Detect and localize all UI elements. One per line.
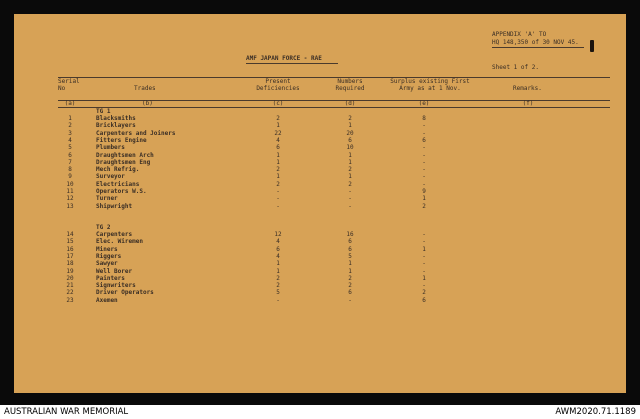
surplus-value: - [422, 173, 426, 181]
trade-name: Draughtsmen Eng [96, 158, 151, 166]
present-deficiency: 2 [276, 115, 280, 122]
serial-number: 16 [66, 245, 74, 253]
numbers-required: 1 [348, 122, 352, 130]
present-deficiency: 2 [276, 282, 280, 290]
col-letter-c: (c) [272, 100, 284, 107]
surplus-value: - [422, 180, 426, 188]
present-deficiency: 12 [274, 231, 282, 238]
present-deficiency: - [276, 296, 280, 304]
trade-name: Turner [96, 195, 118, 203]
trade-name: Driver Operators [96, 289, 154, 297]
serial-number: 23 [66, 296, 74, 304]
header-remarks: Remarks. [513, 85, 542, 92]
serial-number: 11 [66, 188, 74, 195]
numbers-required: 2 [348, 115, 352, 122]
trade-name: Carpenters [96, 231, 133, 238]
numbers-required: 2 [348, 180, 352, 188]
header-serial: Serial No [58, 78, 80, 93]
col-letter-a: (a) [64, 100, 76, 107]
trade-name: Elec. Wiremen [96, 238, 143, 246]
serial-number: 21 [66, 282, 74, 290]
numbers-required: 5 [348, 252, 352, 260]
footer-catalogue-number: AWM2020.71.1189 [555, 407, 636, 417]
footer-bar [0, 405, 640, 419]
serial-number: 19 [66, 267, 74, 275]
trade-name: Bricklayers [96, 122, 136, 130]
trade-name: Axemen [96, 296, 118, 304]
numbers-required: 1 [348, 267, 352, 275]
surplus-value: 2 [422, 289, 426, 297]
trade-name: Electricians [96, 180, 140, 188]
appendix-line-1: APPENDIX 'A' TO [492, 31, 547, 38]
header-surplus: Surplus existing First Army as at 1 Nov. [390, 78, 470, 93]
numbers-required: 1 [348, 260, 352, 268]
present-deficiency: 1 [276, 267, 280, 275]
trade-name: Mech Refrig. [96, 166, 140, 174]
present-deficiency: 1 [276, 260, 280, 268]
trade-name: Plumbers [96, 144, 125, 152]
trade-name: Fitters Engine [96, 136, 147, 144]
serial-number: 4 [68, 136, 72, 144]
trade-name: Painters [96, 274, 125, 282]
ink-mark [590, 40, 594, 52]
numbers-required: 6 [348, 136, 352, 144]
surplus-value: - [422, 122, 426, 130]
surplus-value: 1 [422, 195, 426, 203]
numbers-required: 6 [348, 245, 352, 253]
surplus-value: - [422, 158, 426, 166]
present-deficiency: 1 [276, 158, 280, 166]
surplus-value: 9 [422, 188, 426, 195]
footer-source: AUSTRALIAN WAR MEMORIAL [4, 407, 129, 417]
surplus-value: - [422, 151, 426, 159]
present-deficiency: 4 [276, 238, 280, 246]
group-label: TG 1 [96, 108, 111, 115]
surplus-value: - [422, 260, 426, 268]
serial-number: 15 [66, 238, 74, 246]
numbers-required: 16 [346, 231, 354, 238]
present-deficiency: 4 [276, 136, 280, 144]
present-deficiency: 4 [276, 252, 280, 260]
present-deficiency: - [276, 188, 280, 195]
numbers-required: 2 [348, 274, 352, 282]
present-deficiency: 1 [276, 173, 280, 181]
trade-name: Miners [96, 245, 118, 253]
trade-name: Well Borer [96, 267, 133, 275]
trade-name: Carpenters and Joiners [96, 129, 176, 137]
numbers-required: 10 [346, 144, 354, 152]
trade-name: Draughtsmen Arch [96, 151, 154, 159]
surplus-value: - [422, 238, 426, 246]
present-deficiency: 1 [276, 122, 280, 130]
serial-number: 10 [66, 180, 74, 188]
trade-name: Shipwright [96, 202, 133, 210]
surplus-value: - [422, 166, 426, 174]
present-deficiency: 2 [276, 180, 280, 188]
present-deficiency: 1 [276, 151, 280, 159]
trade-name: Surveyor [96, 173, 125, 181]
serial-number: 6 [68, 151, 72, 159]
numbers-required: - [348, 202, 352, 210]
trade-name: Riggers [96, 252, 122, 260]
serial-number: 18 [66, 260, 74, 268]
serial-number: 13 [66, 202, 74, 210]
surplus-value: - [422, 231, 426, 238]
serial-number: 8 [68, 166, 72, 174]
document-page [14, 14, 626, 393]
serial-number: 22 [66, 289, 74, 297]
trade-name: Blacksmiths [96, 115, 136, 122]
serial-number: 9 [68, 173, 72, 181]
serial-number: 2 [68, 122, 72, 130]
surplus-value: 6 [422, 296, 426, 304]
serial-number: 7 [68, 158, 72, 166]
serial-number: 17 [66, 252, 74, 260]
appendix-line-2: HQ 148,350 of 30 NOV 45. [492, 39, 579, 46]
present-deficiency: 6 [276, 245, 280, 253]
surplus-value: 1 [422, 274, 426, 282]
numbers-required: - [348, 296, 352, 304]
numbers-required: 20 [346, 129, 354, 137]
trade-name: Sawyer [96, 260, 118, 268]
group-label: TG 2 [96, 224, 111, 231]
col-letter-f: (f) [522, 100, 534, 107]
serial-number: 3 [68, 129, 72, 137]
numbers-required: 1 [348, 173, 352, 181]
present-deficiency: 22 [274, 129, 282, 137]
serial-number: 12 [66, 195, 74, 203]
appendix-underline [492, 47, 584, 48]
letters-bottom-rule [58, 107, 610, 108]
present-deficiency: 5 [276, 289, 280, 297]
surplus-value: - [422, 267, 426, 275]
surplus-value: - [422, 282, 426, 290]
numbers-required: - [348, 195, 352, 203]
numbers-required: - [348, 188, 352, 195]
present-deficiency: - [276, 195, 280, 203]
surplus-value: - [422, 144, 426, 152]
present-deficiency: 2 [276, 166, 280, 174]
present-deficiency: 6 [276, 144, 280, 152]
surplus-value: 2 [422, 202, 426, 210]
numbers-required: 1 [348, 151, 352, 159]
col-letter-d: (d) [344, 100, 356, 107]
serial-number: 5 [68, 144, 72, 152]
serial-number: 1 [68, 115, 72, 122]
surplus-value: - [422, 252, 426, 260]
numbers-required: 6 [348, 238, 352, 246]
col-letter-b: (b) [142, 100, 153, 107]
header-numbers: Numbers Required [335, 78, 365, 93]
serial-number: 20 [66, 274, 74, 282]
header-present: Present Deficiencies [256, 78, 300, 93]
numbers-required: 6 [348, 289, 352, 297]
document-title: AMF JAPAN FORCE - RAE [246, 55, 322, 62]
surplus-value: - [422, 129, 426, 137]
serial-number: 14 [66, 231, 74, 238]
header-trades: Trades [134, 85, 156, 92]
numbers-required: 2 [348, 166, 352, 174]
present-deficiency: 2 [276, 274, 280, 282]
surplus-value: 6 [422, 136, 426, 144]
col-letter-e: (e) [418, 100, 430, 107]
trade-name: Signwriters [96, 282, 136, 290]
surplus-value: 8 [422, 115, 426, 122]
trade-name: Operators W.S. [96, 188, 147, 195]
numbers-required: 1 [348, 158, 352, 166]
present-deficiency: - [276, 202, 280, 210]
sheet-number: Sheet 1 of 2. [492, 64, 539, 71]
numbers-required: 2 [348, 282, 352, 290]
title-underline [246, 63, 338, 64]
surplus-value: 1 [422, 245, 426, 253]
